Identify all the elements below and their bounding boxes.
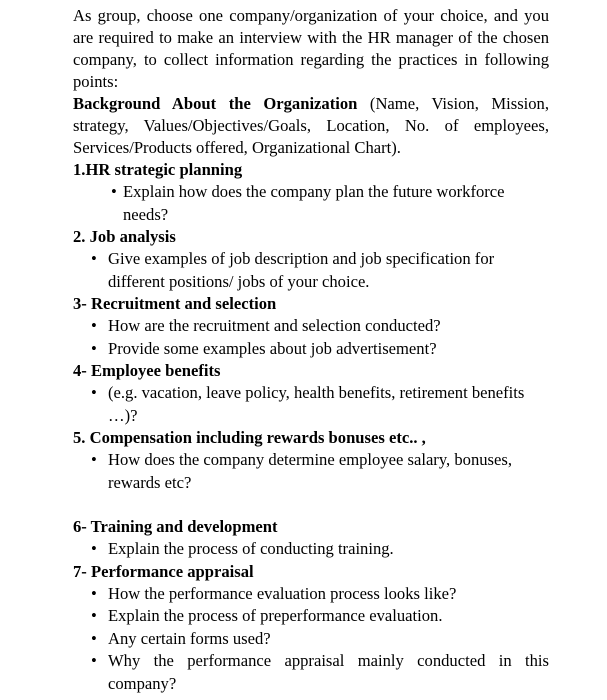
- blank-line: [73, 494, 549, 516]
- list-item: [73, 628, 549, 651]
- list-item-text: How are the recruitment and selection conducted?: [108, 316, 441, 335]
- bullet-list: [73, 382, 549, 427]
- bullet-list: [73, 583, 549, 696]
- bullet-icon: •: [91, 539, 97, 558]
- intro-paragraph: As group, choose one company/organization of your choice, and you are required to make an interview with the HR manager of the chosen company, to collect information regarding the practices in following points:: [73, 6, 549, 91]
- section-heading: 6- Training and development: [73, 517, 278, 536]
- bullet-icon: •: [91, 316, 97, 335]
- list-item-text: Provide some examples about job advertisement?: [108, 338, 437, 358]
- bullet-icon: •: [111, 182, 117, 201]
- list-item: [73, 583, 549, 606]
- section-compensation: [73, 427, 549, 494]
- list-item: [73, 315, 549, 338]
- section-recruitment-and-selection: [73, 293, 549, 360]
- list-item: [73, 248, 549, 293]
- bullet-list: [73, 538, 549, 561]
- section-heading: 5. Compensation including rewards bonuses etc.. ,: [73, 428, 426, 447]
- list-item: [73, 449, 549, 494]
- bullet-list: [73, 248, 549, 293]
- section-performance-appraisal: [73, 561, 549, 696]
- list-item-text: How the performance evaluation process looks like?: [108, 583, 457, 603]
- bullet-icon: •: [91, 249, 97, 268]
- bullet-list: [73, 181, 549, 226]
- document-body: [73, 5, 549, 695]
- list-item-text: Give examples of job description and job specification for different positions/ jobs of your choice.: [108, 249, 495, 291]
- bullet-icon: •: [91, 651, 97, 670]
- list-item-text: How does the company determine employee salary, bonuses, rewards etc?: [108, 450, 512, 492]
- bullet-icon: •: [91, 338, 97, 358]
- list-item: [73, 650, 549, 695]
- list-item-text: Any certain forms used?: [108, 628, 271, 648]
- list-item: [73, 338, 549, 361]
- background-text: (Name, Vision, Mission, strategy, Values/Objectives/Goals, Location, No. of employees, Services/Products offered, Organizational Chart).: [73, 94, 550, 157]
- bullet-list: [73, 449, 549, 494]
- bullet-icon: •: [91, 383, 97, 402]
- list-item: [73, 605, 549, 628]
- section-job-analysis: [73, 226, 549, 293]
- section-heading: 3- Recruitment and selection: [73, 294, 277, 313]
- list-item: [73, 382, 549, 427]
- section-heading: 1.HR strategic planning: [73, 160, 243, 179]
- list-item: [73, 538, 549, 561]
- section-hr-strategic-planning: [73, 159, 549, 226]
- list-item-text: Explain the process of preperformance evaluation.: [108, 606, 443, 625]
- section-employee-benefits: [73, 360, 549, 427]
- list-item-text: (e.g. vacation, leave policy, health benefits, retirement benefits …)?: [108, 383, 525, 425]
- bullet-icon: •: [91, 606, 97, 625]
- list-item-text: Explain the process of conducting training.: [108, 539, 394, 558]
- bullet-icon: •: [91, 628, 97, 648]
- background-title: Background About the Organization: [73, 94, 358, 113]
- section-heading: 4- Employee benefits: [73, 361, 221, 380]
- list-item-text: Explain how does the company plan the future workforce needs?: [123, 182, 505, 224]
- section-training-and-development: [73, 516, 549, 561]
- list-item: [73, 181, 549, 226]
- section-heading: 7- Performance appraisal: [73, 561, 254, 581]
- bullet-icon: •: [91, 450, 97, 469]
- bullet-icon: •: [91, 583, 97, 603]
- section-heading: 2. Job analysis: [73, 227, 176, 246]
- background-paragraph: [73, 93, 549, 159]
- list-item-text: Why the performance appraisal mainly conducted in this company?: [108, 651, 549, 693]
- bullet-list: [73, 315, 549, 360]
